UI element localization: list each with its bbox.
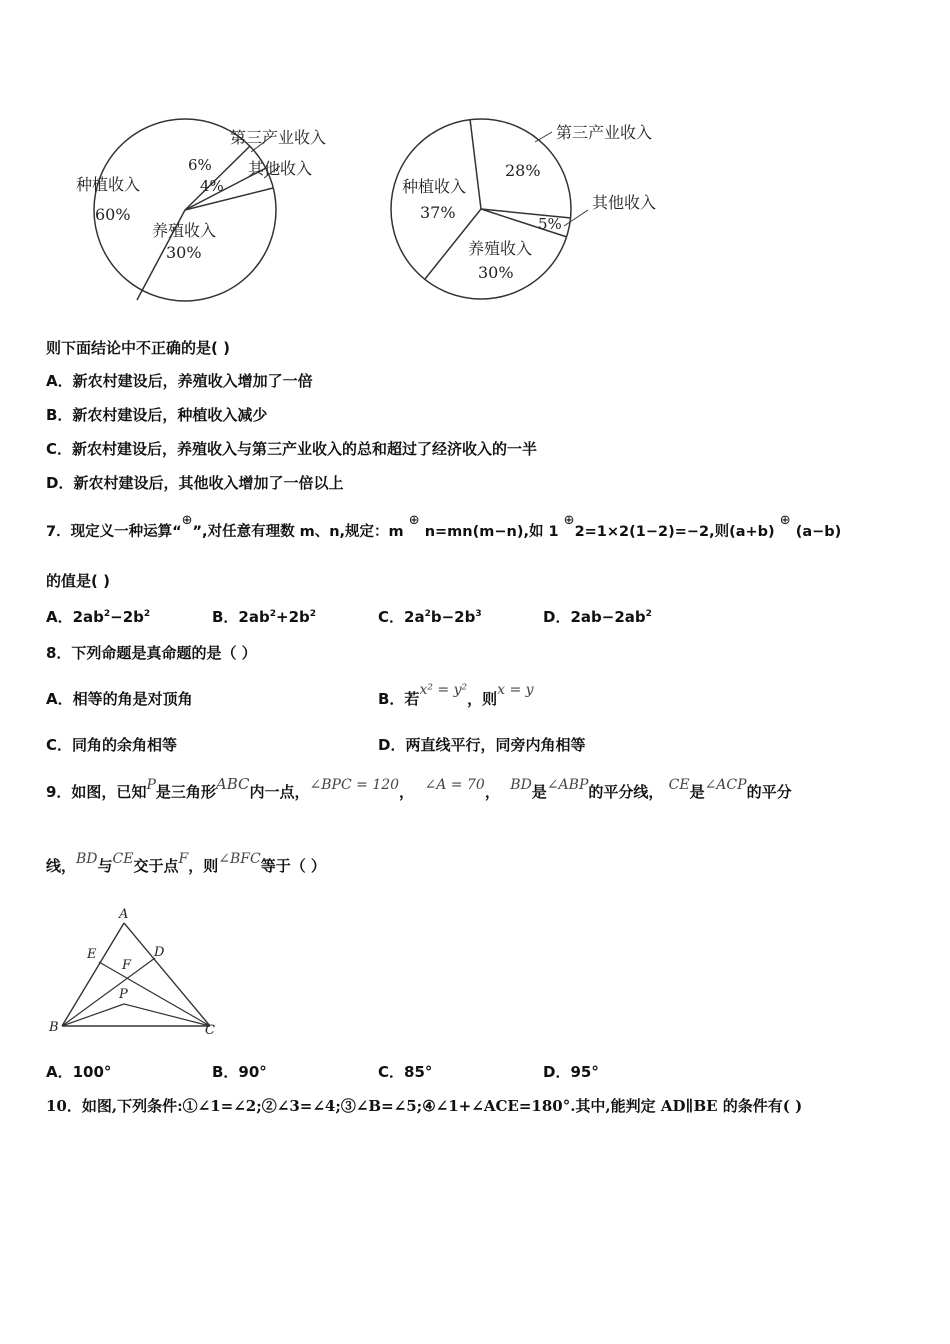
side-ab <box>62 923 124 1026</box>
q8-option-b: B．若x² = y²，则x = y <box>378 682 534 708</box>
segment-bd <box>62 958 155 1026</box>
pie2-value: 30% <box>478 263 514 282</box>
pie1-value: 6% <box>188 156 212 174</box>
pie1-value: 4% <box>200 177 224 195</box>
pie2-label: 其他收入 <box>592 193 657 212</box>
q6-option-c: C．新农村建设后，养殖收入与第三产业收入的总和超过了经济收入的一半 <box>46 440 538 458</box>
pie1-value: 60% <box>95 205 131 224</box>
pie1-divider <box>185 188 273 210</box>
pie-chart-before <box>40 110 360 320</box>
pie2-value: 5% <box>538 215 562 233</box>
q9-stem-line1: 9．如图，已知P是三角形ABC内一点，∠BPC = 120， ∠A = 70， BD是∠ABP的平分线， CE是∠ACP的平分 <box>46 775 792 801</box>
q7-option-b: B．$2ab^2+2b^2$ <box>212 608 317 626</box>
pie1-label: 种植收入 <box>76 175 141 194</box>
q7-option-a: A．$2ab^2-2b^2$ <box>46 608 151 626</box>
oplus-symbol: ⊕ <box>563 513 575 528</box>
q9-option-c: C．85° <box>378 1063 433 1081</box>
pie2-divider <box>470 119 481 209</box>
q10-stem: 10．如图,下列条件:①∠1=∠2;②∠3=∠4;③∠B=∠5;④∠1+∠ACE=180°.其中,能判定 AD∥BE 的条件有( ) <box>46 1097 803 1115</box>
triangle-figure <box>40 900 230 1045</box>
q7-option-d: D．$2ab-2ab^2$ <box>543 608 652 626</box>
side-ac <box>124 923 210 1026</box>
pie2-value: 28% <box>505 161 541 180</box>
oplus-symbol: ⊕ <box>181 513 193 528</box>
pie1-label: 其他收入 <box>248 159 313 178</box>
segment-ce <box>99 962 210 1026</box>
q9-option-d: D．95° <box>543 1063 599 1081</box>
q8-option-a: A．相等的角是对顶角 <box>46 690 193 708</box>
oplus-symbol: ⊕ <box>408 513 420 528</box>
point-label-e: E <box>87 947 97 962</box>
math-expression: x² = y² <box>419 682 468 698</box>
vertex-label-c: C <box>205 1023 215 1038</box>
point-label-f: F <box>122 958 132 973</box>
q6-stem: 则下面结论中不正确的是( ) <box>46 339 230 357</box>
segment-cp <box>124 1004 210 1026</box>
q8-stem: 8．下列命题是真命题的是（ ） <box>46 644 257 662</box>
vertex-label-b: B <box>49 1020 59 1035</box>
pie2-label: 养殖收入 <box>468 239 533 258</box>
pie2-leader <box>535 132 552 142</box>
q9-option-a: A．100° <box>46 1063 112 1081</box>
pie2-label: 种植收入 <box>402 177 467 196</box>
pie-chart-after <box>380 110 690 310</box>
q7-option-c: C．$2a^2b-2b^3$ <box>378 608 482 626</box>
q6-option-d: D．新农村建设后，其他收入增加了一倍以上 <box>46 474 344 492</box>
point-label-p: P <box>119 987 128 1002</box>
pie1-label: 第三产业收入 <box>230 128 327 147</box>
segment-bp <box>62 1004 124 1026</box>
pie2-label: 第三产业收入 <box>556 123 653 142</box>
pie1-label: 养殖收入 <box>152 221 217 240</box>
math-expression: x = y <box>497 682 534 698</box>
q6-option-a: A．新农村建设后，养殖收入增加了一倍 <box>46 372 313 390</box>
point-label-d: D <box>154 945 165 960</box>
q8-option-c: C．同角的余角相等 <box>46 736 178 754</box>
pie2-value: 37% <box>420 203 456 222</box>
q6-option-b: B．新农村建设后，种植收入减少 <box>46 406 268 424</box>
q8-option-d: D．两直线平行，同旁内角相等 <box>378 736 586 754</box>
q7-stem-line2: 的值是( ) <box>46 572 110 590</box>
q9-option-b: B．90° <box>212 1063 267 1081</box>
q9-stem-line2: 线，BD与CE交于点F，则∠BFC等于（ ） <box>46 851 326 875</box>
vertex-label-a: A <box>119 907 129 922</box>
pie1-value: 30% <box>166 243 202 262</box>
q7-stem: 7．现定义一种运算“⊕”,对任意有理数 m、n,规定：m ⊕ n=mn(m−n),如 1 ⊕2=1×2(1−2)=−2,则(a+b) ⊕ (a−b) <box>46 513 842 540</box>
oplus-symbol: ⊕ <box>779 513 791 528</box>
